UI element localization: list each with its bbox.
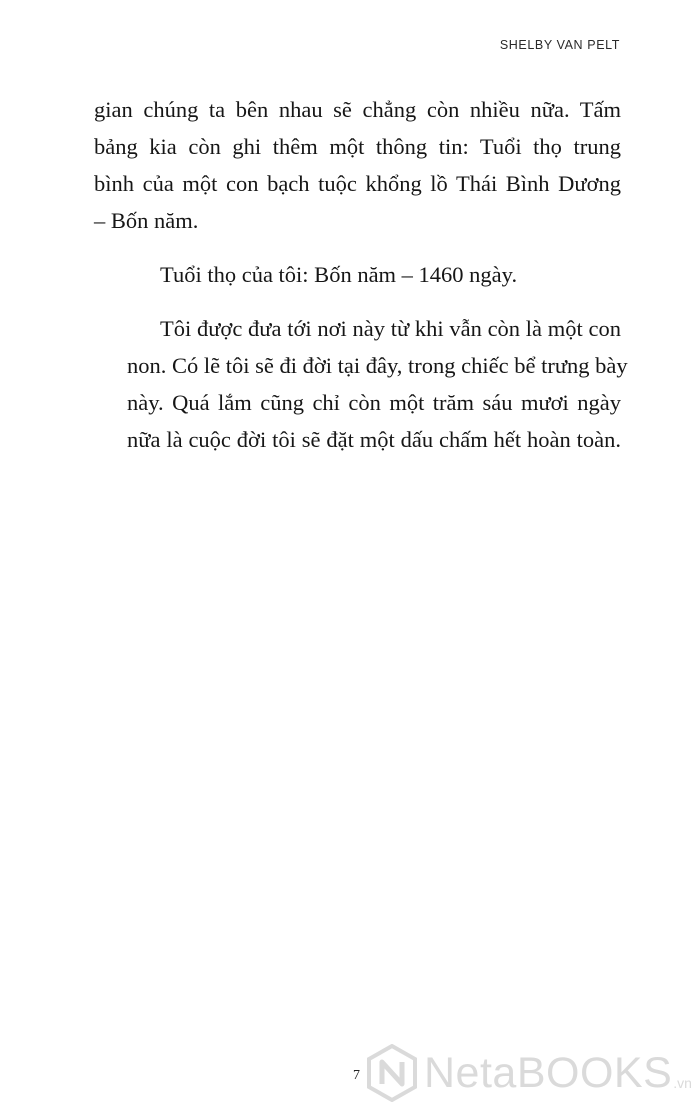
paragraph-1 <box>94 91 621 239</box>
paragraph-2 <box>94 256 621 293</box>
running-header: SHELBY VAN PELT <box>499 38 620 52</box>
netabooks-logo-icon <box>366 1044 418 1102</box>
paragraph-3 <box>94 310 628 458</box>
page-body <box>94 91 628 475</box>
text-line: nữa là cuộc đời tôi sẽ đặt một dấu chấm hết hoàn toàn. <box>127 427 621 452</box>
text-line: Tuổi thọ của tôi: Bốn năm – 1460 ngày. <box>160 262 518 287</box>
text-line: này. Quá lắm cũng chỉ còn một trăm sáu mươi ngày <box>127 390 621 415</box>
text-line: bình của một con bạch tuộc khổng lồ Thái Bình Dương <box>94 171 621 196</box>
page-number: 7 <box>353 1068 360 1083</box>
watermark-suffix: .vn <box>673 1075 692 1091</box>
watermark-brand: NetaBOOKS <box>424 1048 673 1097</box>
text-line: non. Có lẽ tôi sẽ đi đời tại đây, trong chiếc bể trưng bày <box>127 353 628 378</box>
watermark <box>366 1043 692 1103</box>
text-line: – Bốn năm. <box>94 208 199 233</box>
text-line: gian chúng ta bên nhau sẽ chẳng còn nhiều nữa. Tấm <box>94 97 621 122</box>
text-line: Tôi được đưa tới nơi này từ khi vẫn còn là một con <box>160 316 621 341</box>
text-line: bảng kia còn ghi thêm một thông tin: Tuổi thọ trung <box>94 134 621 159</box>
